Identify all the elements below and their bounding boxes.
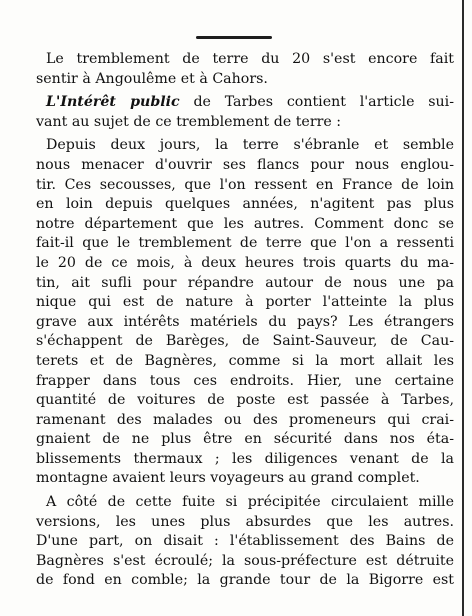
paragraph-earthquake-report xyxy=(36,50,454,89)
text-line: A côté de cette fuite si précipitée circulaient mille xyxy=(46,494,454,511)
paragraph-rumors xyxy=(36,493,454,591)
text-line: nous menacer d'ouvrir ses flancs pour nous englou- xyxy=(36,156,454,173)
paragraph-quoted-article xyxy=(36,136,454,489)
text-line: frapper dans tous ces endroits. Hier, une certaine xyxy=(36,372,454,389)
text-line: tir. Ces secousses, que l'on ressent en France de loin xyxy=(36,176,454,193)
column-border-rule xyxy=(462,0,464,616)
text-line: ramenant des malades ou des promeneurs qui crai- xyxy=(36,411,454,428)
text-line: blissements thermaux ; les diligences venant de la xyxy=(36,450,454,467)
text-fragment: de Tarbes contient l'article sui- xyxy=(179,94,455,111)
text-line: nique qui est de nature à porter l'atteinte la plus xyxy=(36,294,454,311)
article-column xyxy=(36,50,454,591)
text-line: le 20 de ce mois, à deux heures trois quarts du ma- xyxy=(36,254,454,271)
text-line: grave aux intérêts matériels du pays? Les étrangers xyxy=(36,313,454,330)
text-line: D'une part, on disait : l'établissement des Bains de xyxy=(36,533,454,550)
text-line: Le tremblement de terre du 20 s'est encore fait xyxy=(46,51,454,67)
text-line: fait-il que le tremblement de terre que l'on a ressenti xyxy=(36,235,454,252)
text-line: de fond en comble; la grande tour de la Bigorre est xyxy=(36,572,454,589)
paragraph-interet-public xyxy=(36,93,454,132)
text-line: en loin depuis quelques années, n'agitent pas plus xyxy=(36,196,454,213)
text-line: vant au sujet de ce tremblement de terre : xyxy=(36,113,342,130)
text-line: montagne avaient leurs voyageurs au grand complet. xyxy=(36,470,420,487)
section-divider-rule xyxy=(196,36,272,39)
text-line: quantité de voitures de poste est passée à Tarbes, xyxy=(36,392,454,409)
text-line: tin, ait sufli pour répandre autour de nous une pa xyxy=(36,274,454,291)
text-line: s'échappent de Barèges, de Saint-Sauveur, de Cau- xyxy=(36,333,454,350)
text-line: Bagnères s'est écroulé; la sous-préfecture est détruite xyxy=(36,552,454,569)
text-line: versions, les unes plus absurdes que les autres. xyxy=(36,513,454,530)
text-line: Depuis deux jours, la terre s'ébranle et semble xyxy=(46,137,454,154)
text-line: notre département que les autres. Comment donc se xyxy=(36,215,454,232)
newspaper-title: L'Intérêt public xyxy=(46,94,180,111)
text-line: terets et de Bagnères, comme si la mort allait les xyxy=(36,352,454,369)
text-line: sentir à Angoulême et à Cahors. xyxy=(36,70,268,87)
text-line xyxy=(36,93,454,113)
text-line: gnaient de ne plus être en sécurité dans nos éta- xyxy=(36,431,454,448)
